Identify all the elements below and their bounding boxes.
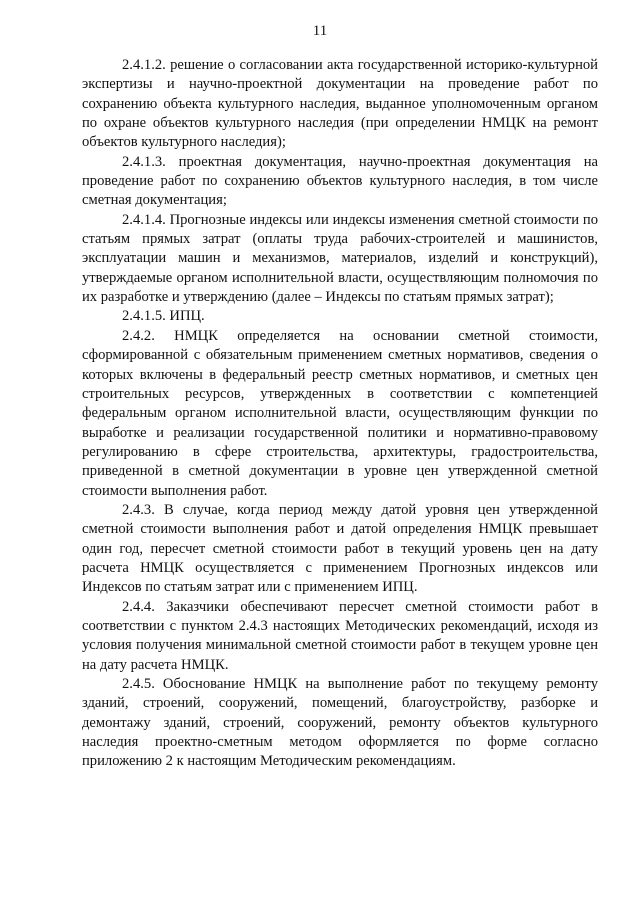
paragraph-2-4-4: 2.4.4. Заказчики обеспечивают пересчет сметной стоимости работ в соответствии с пунктом 2.4.3 настоящих Методических рекомендаций, исходя из условия получения минимальной сметной стоимости работ в текущем уровне цен на дату расчета НМЦК. [82, 598, 598, 673]
paragraph-2-4-5: 2.4.5. Обоснование НМЦК на выполнение работ по текущему ремонту зданий, строений, сооружений, помещений, благоустройству, разборке и демонтажу зданий, строений, сооружений, ремонту объектов культурного наследия проектно-сметным методом оформляется по форме согласно приложению 2 к настоящим Методическим рекомендациям. [82, 676, 598, 770]
paragraph-2-4-2: 2.4.2. НМЦК определяется на основании сметной стоимости, сформированной с обязательным применением сметных нормативов, сведения о которых включены в федеральный реестр сметных нормативов, и сметных цен строительных ресурсов, утвержденных в соответствии с компетенцией федеральным органом исполнительной власти, осуществляющим функции по выработке и реализации государственной политики и нормативно-правовому регулированию в сфере строительства, архитектуры, градостроительства, приведенной в сметной документации в уровне цен утвержденной сметной стоимости выполнения работ. [82, 327, 598, 499]
paragraph-2-4-1-4: 2.4.1.4. Прогнозные индексы или индексы изменения сметной стоимости по статьям прямых затрат (оплаты труда рабочих-строителей и машинистов, эксплуатации машин и механизмов, материалов, изделий и конструкций), утверждаемые органом исполнительной власти, осуществляющим полномочия по их разработке и утверждению (далее – Индексы по статьям прямых затрат); [82, 211, 598, 306]
page-number: 11 [312, 23, 328, 39]
paragraph-2-4-3: 2.4.3. В случае, когда период между датой уровня цен утвержденной сметной стоимости выполнения работ и датой определения НМЦК превышает один год, пересчет сметной стоимости работ в текущий уровень цен на дату расчета НМЦК осуществляется с применением Прогнозных индексов или Индексов по статьям затрат или с применением ИПЦ. [82, 501, 598, 596]
paragraph-2-4-1-2: 2.4.1.2. решение о согласовании акта государственной историко-культурной экспертизы и научно-проектной документации на проведение работ по сохранению объекта культурного наследия, выданное уполномоченным органом по охране объектов культурного наследия (при определении НМЦК на ремонт объектов культурного наследия); [82, 57, 598, 151]
paragraph-2-4-1-5: 2.4.1.5. ИПЦ. [122, 308, 205, 325]
paragraph-2-4-1-3: 2.4.1.3. проектная документация, научно-проектная документация на проведение работ по сохранению объектов культурного наследия, в том числе сметная документация; [82, 153, 598, 209]
document-body [82, 56, 598, 772]
